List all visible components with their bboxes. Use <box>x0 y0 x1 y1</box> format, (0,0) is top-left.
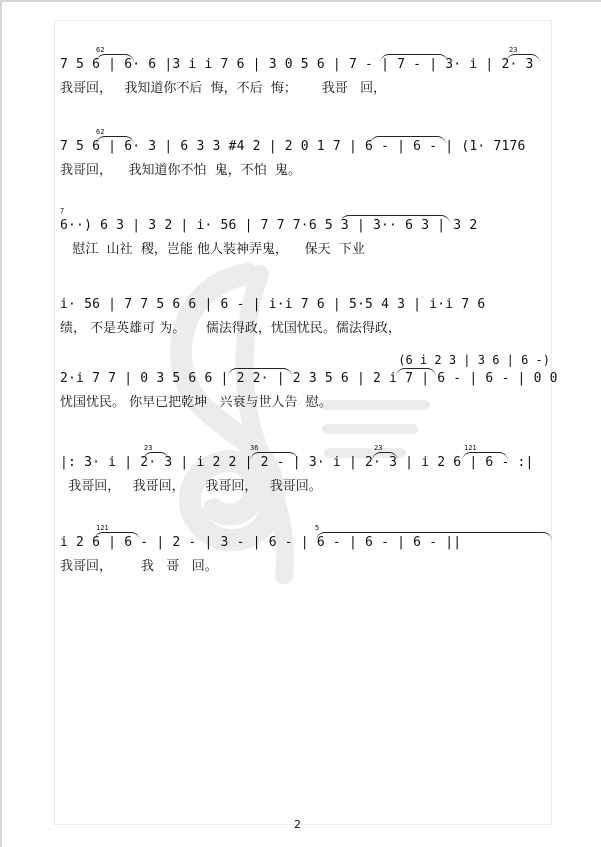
page-number: 2 <box>294 818 301 831</box>
grace-note: 23 <box>144 444 153 452</box>
score-line-7 <box>60 524 550 576</box>
score-line-2 <box>60 128 550 180</box>
grace-note: 23 <box>509 46 518 54</box>
notation-line: |: 3· i | 2· 3 | i 2 2 | 2 - | 3· i | 2· 3 | i 2 6 | 6 - :| <box>60 455 534 470</box>
grace-note: 7 <box>60 207 65 215</box>
lyrics-line: 我哥回， 我哥回， 我哥回， 我哥回。 <box>60 479 322 494</box>
score-line-4 <box>60 296 550 338</box>
grace-note: 62 <box>96 46 105 54</box>
notation-line: i· 56 | 7 7 5 6 6 | 6 - | i·i 7 6 | 5·5 4 3 | i·i 7 6 <box>60 297 486 312</box>
notation-line: 7 5 6 | 6· 6 |3 i i 7 6 | 3 0 5 6 | 7 - | 7 - | 3· i | 2· 3 <box>60 57 534 72</box>
instrumental-fill: (6 i 2 3 | 3 6 | 6 -) <box>398 353 550 367</box>
grace-note: 62 <box>96 128 105 136</box>
lyrics-line: 慰江 山社 稷，岂能 他人装神弄鬼， 保天 下业 <box>60 242 365 257</box>
grace-note: 23 <box>374 444 383 452</box>
score-line-1 <box>60 46 550 98</box>
lyrics-line: 我哥回， 我知道你不怕 鬼，不怕 鬼。 <box>60 163 302 178</box>
grace-note: 36 <box>250 444 259 452</box>
grace-note: 5 <box>315 524 320 532</box>
notation-line: 2·i 7 7 | 0 3 5 6 6 | 2 2· | 2 3 5 6 | 2 i 7 | 6 - | 6 - | 0 0 <box>60 371 558 386</box>
lyrics-line: 我哥回， 我 哥 回。 <box>60 559 218 574</box>
score-line-6 <box>60 444 550 496</box>
notation-line: 7 5 6 | 6· 3 | 6 3 3 #4 2 | 2 0 1 7 | 6 - | 6 - | (1· 7176 <box>60 139 526 154</box>
score-line-5 <box>60 352 558 412</box>
lyrics-line: 我哥回， 我知道你不后 悔，不后 悔； 我哥 回， <box>60 81 387 96</box>
notation-line: i 2 6 | 6 - | 2 - | 3 - | 6 - | 6 - | 6 - | 6 - || <box>60 535 462 550</box>
lyrics-line: 忧国忧民。 你早已把乾坤 兴衰与世人告 慰。 <box>60 395 332 410</box>
notation-line: 6··) 6 3 | 3 2 | i· 56 | 7 7 7·6 5 3 | 3·· 6 3 | 3 2 <box>60 218 478 233</box>
score-line-3 <box>60 207 550 259</box>
grace-note: 121 <box>464 444 477 452</box>
grace-note: 121 <box>96 524 109 532</box>
lyrics-line: 绩， 不是英雄可 为。 儒法得政，忧国忧民。儒法得政， <box>60 321 401 336</box>
